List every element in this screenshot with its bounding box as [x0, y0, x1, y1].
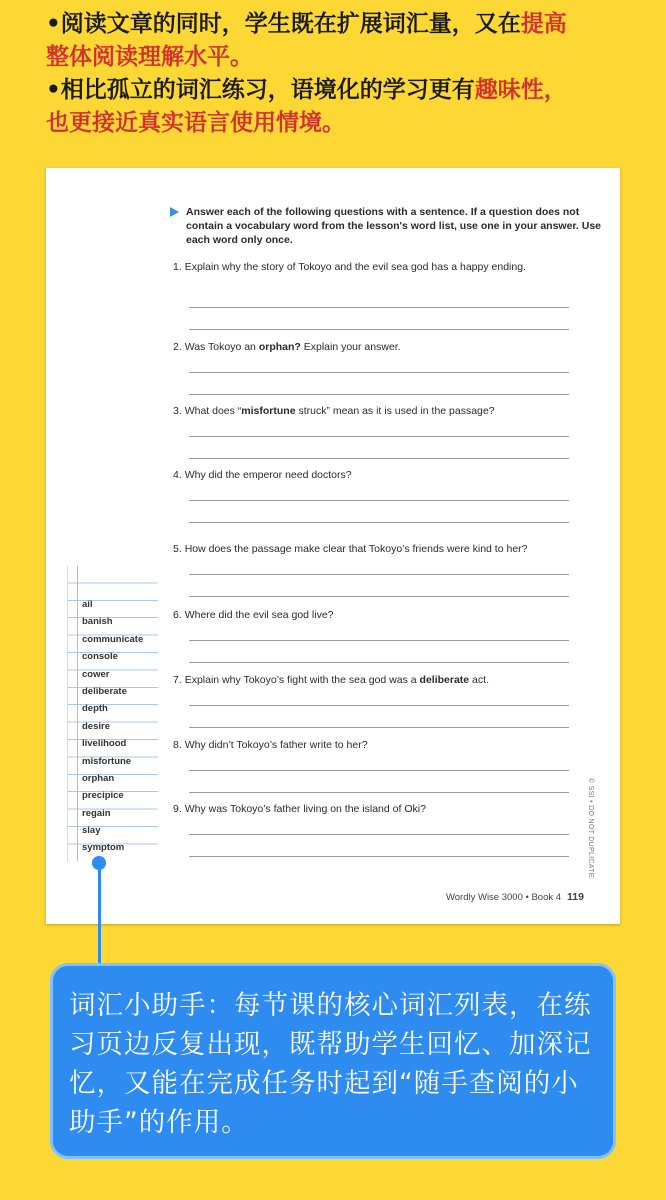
- question-text: [173, 542, 593, 557]
- question-number: 7.: [173, 674, 182, 686]
- answer-line[interactable]: [189, 856, 569, 857]
- note-2-line-2: 也更接近真实语言使用情境。: [46, 110, 345, 136]
- page-footer: [446, 891, 584, 903]
- callout-box: [50, 963, 616, 1159]
- answer-line[interactable]: [189, 662, 569, 663]
- vocab-word: orphan?: [258, 341, 301, 353]
- play-triangle-icon: [170, 207, 179, 217]
- question-prompt-end: Explain your answer.: [300, 341, 401, 353]
- question-prompt: What does “: [184, 405, 242, 417]
- note-1: [46, 8, 646, 41]
- note-2: [46, 74, 646, 107]
- question-number: 5.: [173, 543, 182, 555]
- question-prompt: Was Tokoyo an: [184, 341, 259, 353]
- note-1-highlight: 提高: [520, 11, 567, 37]
- page-number: 119: [567, 891, 584, 903]
- question-text: [173, 738, 593, 753]
- callout-text: 词汇小助手：每节课的核心词汇列表，在练习页边反复出现，既帮助学生回忆、加深记忆，又能在完成任务时起到“随手查阅的小助手”的作用。: [69, 990, 592, 1138]
- word-list-item: banish: [82, 616, 113, 628]
- question-number: 6.: [173, 609, 182, 621]
- answer-line[interactable]: [189, 372, 569, 373]
- word-list-item: desire: [82, 720, 110, 732]
- top-notes: [46, 8, 646, 140]
- answer-line[interactable]: [189, 500, 569, 501]
- question-2: [173, 340, 593, 355]
- question-prompt-end: struck” mean as it is used in the passage?: [295, 405, 495, 417]
- question-text: [173, 260, 593, 275]
- word-list-item: livelihood: [82, 738, 127, 750]
- word-list-item: misfortune: [82, 755, 132, 767]
- note-1-text: •阅读文章的同时，学生既在扩展词汇量，又在: [46, 11, 521, 37]
- word-list-item: precipice: [82, 790, 124, 802]
- word-list-item: deliberate: [82, 685, 127, 697]
- word-list-item: symptom: [82, 842, 125, 854]
- question-6: [173, 608, 593, 623]
- answer-line[interactable]: [189, 574, 569, 575]
- question-prompt: Why was Tokoyo’s father living on the island of Oki?: [184, 803, 426, 815]
- word-list-card: [67, 566, 158, 861]
- word-list-item: cower: [82, 668, 110, 680]
- answer-line[interactable]: [189, 394, 569, 395]
- word-list-item: depth: [82, 703, 108, 715]
- answer-line[interactable]: [189, 596, 569, 597]
- question-number: 4.: [173, 469, 182, 481]
- word-list-item: communicate: [82, 633, 144, 645]
- question-prompt: Where did the evil sea god live?: [184, 609, 334, 621]
- answer-line[interactable]: [189, 329, 569, 330]
- question-1: [173, 260, 593, 275]
- connector-line: [98, 870, 101, 966]
- answer-line[interactable]: [189, 436, 569, 437]
- question-number: 8.: [173, 739, 182, 751]
- question-number: 3.: [173, 405, 182, 417]
- question-prompt: How does the passage make clear that Tokoyo’s friends were kind to her?: [184, 543, 528, 555]
- question-9: [173, 802, 593, 817]
- question-4: [173, 468, 593, 483]
- question-text: [173, 404, 593, 419]
- question-prompt: Why did the emperor need doctors?: [184, 469, 352, 481]
- question-number: 9.: [173, 803, 182, 815]
- connector-dot: [92, 856, 106, 870]
- footer-book-title: Wordly Wise 3000 • Book 4: [445, 892, 562, 903]
- question-prompt-end: act.: [469, 674, 489, 686]
- word-list: [82, 596, 143, 857]
- word-list-item: console: [82, 651, 118, 663]
- note-2-highlight: 趣味性，: [474, 77, 567, 103]
- question-number: 2.: [173, 341, 182, 353]
- question-prompt: Why didn’t Tokoyo’s father write to her?: [184, 739, 368, 751]
- question-text: [173, 673, 593, 688]
- question-3: [173, 404, 593, 419]
- note-1-line-2: 整体阅读理解水平。: [46, 44, 253, 70]
- question-8: [173, 738, 593, 753]
- question-text: [173, 468, 593, 483]
- answer-line[interactable]: [189, 307, 569, 308]
- answer-line[interactable]: [189, 458, 569, 459]
- question-7: [173, 673, 593, 688]
- copyright-note: © SSI • DO NOT DUPLICATE: [587, 778, 594, 878]
- answer-line[interactable]: [189, 705, 569, 706]
- answer-line[interactable]: [189, 522, 569, 523]
- instructions: [186, 205, 606, 247]
- answer-line[interactable]: [189, 640, 569, 641]
- notebook-margin-line: [77, 566, 78, 861]
- question-text: [173, 608, 593, 623]
- answer-line[interactable]: [189, 770, 569, 771]
- word-list-item: regain: [82, 807, 111, 819]
- note-2-text: •相比孤立的词汇练习，语境化的学习更有: [46, 77, 475, 103]
- word-list-item: ail: [82, 599, 93, 610]
- answer-line[interactable]: [189, 792, 569, 793]
- question-prompt: Explain why Tokoyo’s fight with the sea god was a: [184, 674, 420, 686]
- question-prompt: Explain why the story of Tokoyo and the evil sea god has a happy ending.: [184, 261, 526, 273]
- question-number: 1.: [173, 261, 182, 273]
- answer-line[interactable]: [189, 834, 569, 835]
- vocab-word: deliberate: [419, 674, 470, 686]
- question-5: [173, 542, 593, 557]
- instructions-text: Answer each of the following questions with a sentence. If a question does not contain a vocabulary word from the lesson's word list, use one in your answer. Use each word only once.: [186, 206, 602, 246]
- word-list-item: orphan: [82, 772, 115, 784]
- question-text: [173, 802, 593, 817]
- vocab-word: misfortune: [241, 405, 296, 417]
- answer-line[interactable]: [189, 727, 569, 728]
- word-list-item: slay: [82, 825, 101, 837]
- question-text: [173, 340, 593, 355]
